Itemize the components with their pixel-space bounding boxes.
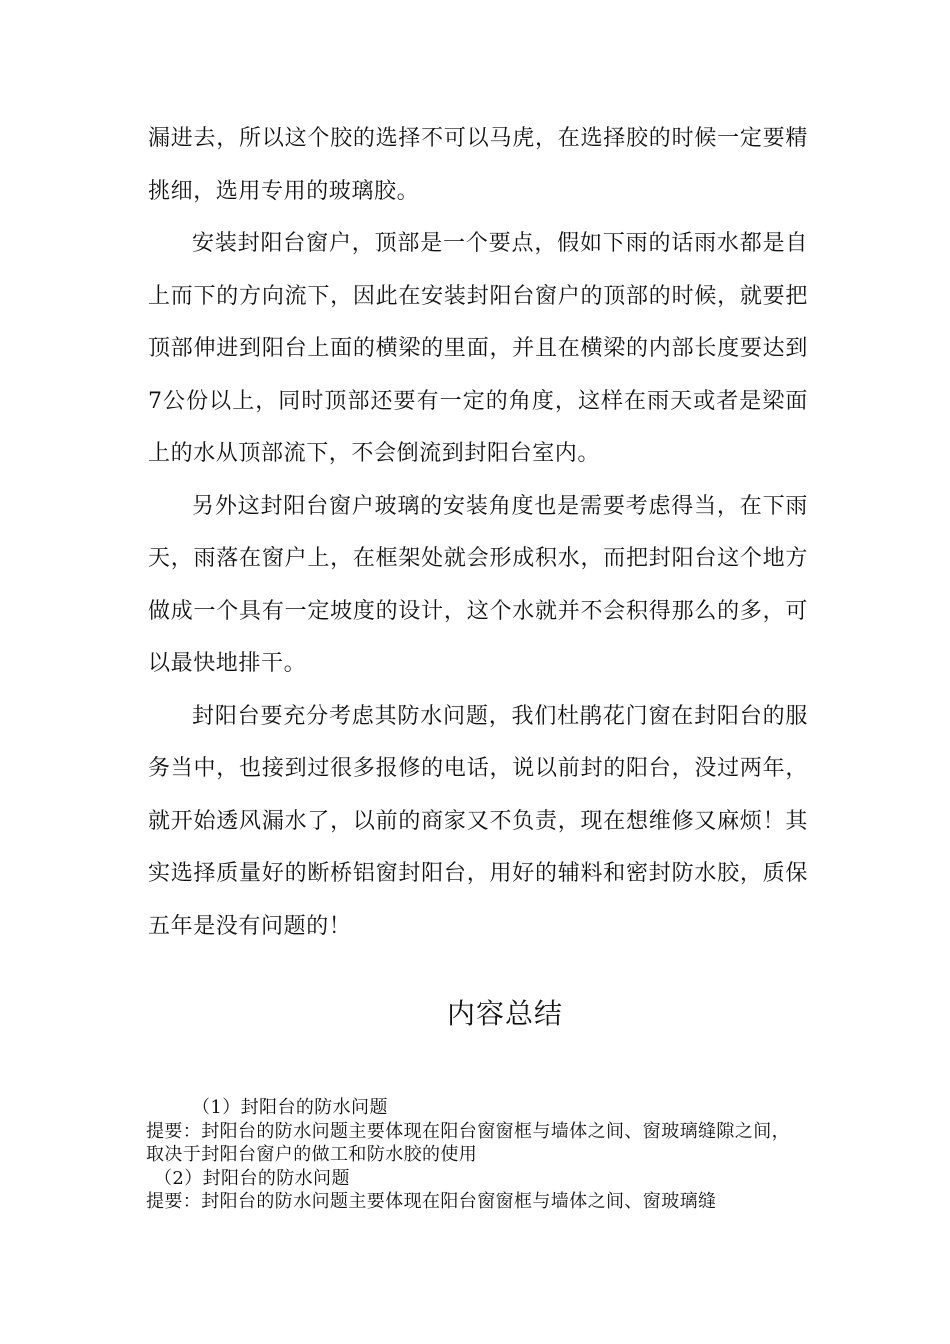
paragraph: 另外这封阳台窗户玻璃的安装角度也是需要考虑得当，在下雨天，雨落在窗户上，在框架处就会形成积水，而把封阳台这个地方做成一个具有一定坡度的设计，这个水就并不会积得那么的多，可以最快地排干。 [148,493,808,676]
summary-section [146,1096,806,1214]
paragraph: 安装封阳台窗户，顶部是一个要点，假如下雨的话雨水都是自上而下的方向流下，因此在安装封阳台窗户的顶部的时候，就要把顶部伸进到阳台上面的横梁的里面，并且在横梁的内部长度要达到7公份以上，同时顶部还要有一定的角度，这样在雨天或者是梁面上的水从顶部流下，不会倒流到封阳台室内。 [148,231,808,466]
summary-item-text: 提要：封阳台的防水问题主要体现在阳台窗窗框与墙体之间、窗玻璃缝隙之间，取决于封阳台窗户的做工和防水胶的使用 [146,1120,790,1165]
paragraph: 漏进去，所以这个胶的选择不可以马虎，在选择胶的时候一定要精挑细，选用专用的玻璃胶。 [148,126,808,204]
summary-item-heading: （1）封阳台的防水问题 [192,1097,388,1118]
body-text [148,113,808,953]
paragraph: 封阳台要充分考虑其防水问题，我们杜鹃花门窗在封阳台的服务当中，也接到过很多报修的电话，说以前封的阳台，没过两年，就开始透风漏水了，以前的商家又不负责，现在想维修又麻烦！其实选择质量好的断桥铝窗封阳台，用好的辅料和密封防水胶，质保五年是没有问题的！ [148,703,808,939]
summary-item-text: 提要：封阳台的防水问题主要体现在阳台窗窗框与墙体之间、窗玻璃缝 [146,1191,717,1212]
summary-title: 内容总结 [446,997,563,1030]
summary-item-heading: （2）封阳台的防水问题 [154,1167,350,1189]
